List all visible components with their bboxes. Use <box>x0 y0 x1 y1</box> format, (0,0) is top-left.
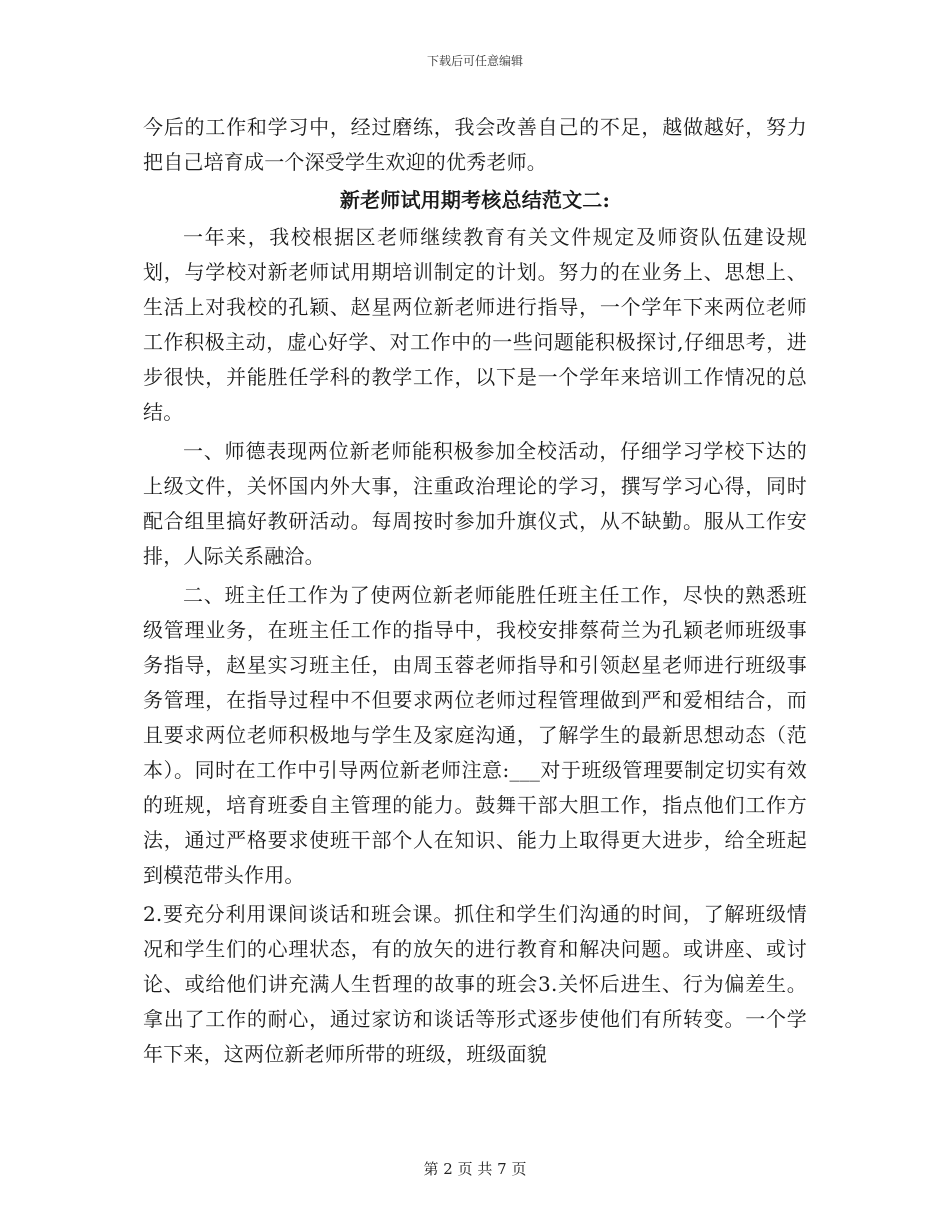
section-heading: 新老师试用期考核总结范文二: <box>339 188 611 212</box>
paragraph-class-teacher: 二、班主任工作为了使两位新老师能胜任班主任工作，尽快的熟悉班级管理业务，在班主任工作的指导中，我校安排蔡荷兰为孔颖老师班级事务指导，赵星实习班主任，由周玉蓉老师指导和引领赵星老师进行班级事务管理，在指导过程中不但要求两位老师过程管理做到严和爱相结合，而且要求两位老师积极地与学生及家庭沟通，了解学生的最新思想动态（范本）。同时在工作中引导两位新老师注意:___对于班级管理要制定切实有效的班规，培育班委自主管理的能力。鼓舞干部大胆工作，指点他们工作方法，通过严格要求使班干部个人在知识、能力上取得更大进步，给全班起到模范带头作用。 <box>143 583 807 887</box>
document-body <box>143 110 807 1072</box>
paragraph-class-meetings: 2.要充分利用课间谈话和班会课。抓住和学生们沟通的时间，了解班级情况和学生们的心理状态，有的放矢的进行教育和解决问题。或讲座、或讨论、或给他们讲充满人生哲理的故事的班会3.关怀后进生、行为偏差生。拿出了工作的耐心，通过家访和谈话等形式逐步使他们有所转变。一个学年下来，这两位新老师所带的班级，班级面貌 <box>143 902 807 1066</box>
page-number: 第 2 页 共 7 页 <box>423 1160 527 1178</box>
intro-paragraph: 今后的工作和学习中，经过磨练，我会改善自己的不足，越做越好，努力把自己培育成一个深受学生欢迎的优秀老师。 <box>143 115 807 174</box>
paragraph-overview: 一年来，我校根据区老师继续教育有关文件规定及师资队伍建设规划，与学校对新老师试用期培训制定的计划。努力的在业务上、思想上、生活上对我校的孔颖、赵星两位新老师进行指导，一个学年下来两位老师工作积极主动，虚心好学、对工作中的一些问题能积极探讨,仔细思考，进步很快，并能胜任学科的教学工作，以下是一个学年来培训工作情况的总结。 <box>143 225 807 424</box>
page-header-note: 下载后可任意编辑 <box>426 54 523 68</box>
paragraph-ethics: 一、师德表现两位新老师能积极参加全校活动，仔细学习学校下达的上级文件，关怀国内外大事，注重政治理论的学习，撰写学习心得，同时配合组里搞好教研活动。每周按时参加升旗仪式，从不缺勤。服从工作安排，人际关系融洽。 <box>143 439 807 568</box>
